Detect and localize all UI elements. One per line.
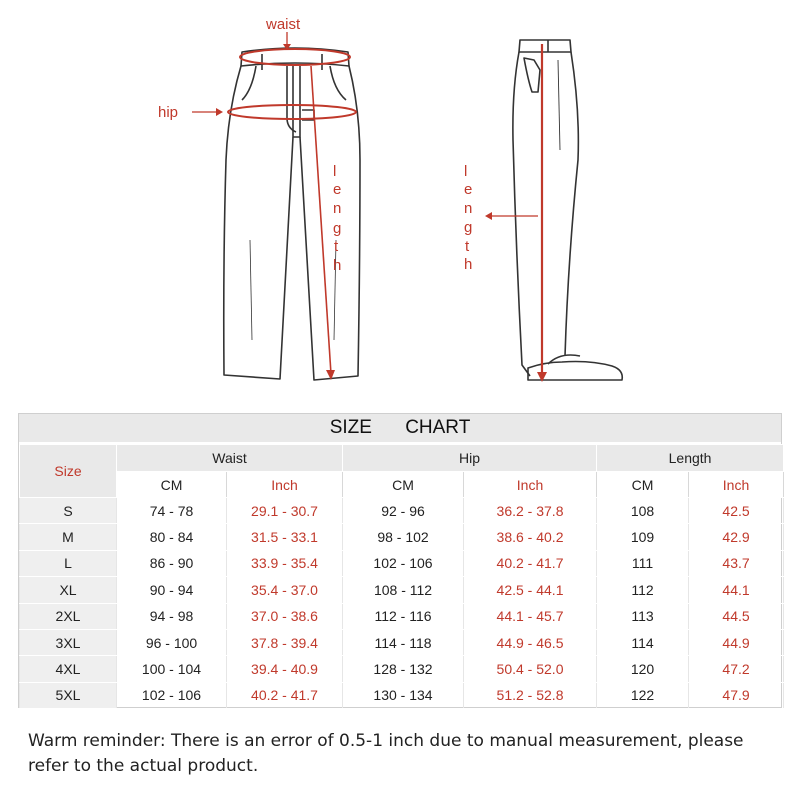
svg-text:g: g [464,219,473,236]
measurement-cell: 38.6 - 40.2 [464,524,597,550]
measurement-cell: 37.8 - 39.4 [227,629,343,655]
measurement-cell: 112 [597,577,689,603]
measurement-cell: 44.5 [689,603,784,629]
svg-text:h: h [464,256,473,273]
measurement-cell: 42.5 - 44.1 [464,577,597,603]
measurement-cell: 50.4 - 52.0 [464,656,597,682]
measurement-cell: 43.7 [689,550,784,576]
hip-marker [228,105,356,119]
unit-header: Inch [227,472,343,498]
unit-header: CM [597,472,689,498]
size-cell: L [20,550,117,576]
size-table [19,444,784,709]
size-cell: 4XL [20,656,117,682]
measurement-cell: 35.4 - 37.0 [227,577,343,603]
measurement-cell: 31.5 - 33.1 [227,524,343,550]
measurement-cell: 44.9 - 46.5 [464,629,597,655]
measurement-cell: 42.9 [689,524,784,550]
svg-text:e: e [333,181,342,198]
measurement-cell: 29.1 - 30.7 [227,498,343,524]
measurement-cell: 94 - 98 [117,603,227,629]
length-header: Length [597,445,784,472]
front-length-label [333,163,341,274]
measurement-cell: 96 - 100 [117,629,227,655]
size-cell: XL [20,577,117,603]
measurement-cell: 100 - 104 [117,656,227,682]
measurement-cell: 44.9 [689,629,784,655]
measurement-cell: 40.2 - 41.7 [464,550,597,576]
measurement-cell: 114 - 118 [343,629,464,655]
measurement-cell: 44.1 [689,577,784,603]
table-row [20,524,784,550]
measurement-cell: 40.2 - 41.7 [227,682,343,708]
table-row [20,656,784,682]
size-cell: M [20,524,117,550]
size-column-header: Size [20,445,117,498]
measurement-cell: 74 - 78 [117,498,227,524]
svg-text:n: n [333,200,342,217]
svg-text:l: l [333,163,337,180]
unit-header: Inch [464,472,597,498]
size-cell: 2XL [20,603,117,629]
measurement-cell: 112 - 116 [343,603,464,629]
measurement-cell: 80 - 84 [117,524,227,550]
measurement-cell: 122 [597,682,689,708]
measurement-cell: 108 - 112 [343,577,464,603]
hip-label: hip [158,104,179,121]
svg-text:h: h [333,257,342,274]
hip-header: Hip [343,445,597,472]
measurement-cell: 120 [597,656,689,682]
svg-text:l: l [464,163,468,180]
measurement-cell: 102 - 106 [117,682,227,708]
unit-header: Inch [689,472,784,498]
svg-text:t: t [465,238,470,255]
svg-text:e: e [464,181,473,198]
measurement-cell: 114 [597,629,689,655]
measurement-cell: 33.9 - 35.4 [227,550,343,576]
svg-text:t: t [334,238,339,255]
measurement-cell: 86 - 90 [117,550,227,576]
unit-header: CM [117,472,227,498]
measurement-cell: 47.9 [689,682,784,708]
measurement-cell: 92 - 96 [343,498,464,524]
chart-title: SIZE CHART [19,414,781,444]
table-row [20,603,784,629]
measurement-cell: 109 [597,524,689,550]
table-row [20,629,784,655]
unit-header: CM [343,472,464,498]
waist-label: waist [266,16,301,33]
measurement-cell: 113 [597,603,689,629]
size-chart [18,413,782,708]
front-length-marker [311,66,331,374]
measurement-cell: 102 - 106 [343,550,464,576]
measurement-cell: 98 - 102 [343,524,464,550]
measurement-cell: 39.4 - 40.9 [227,656,343,682]
size-cell: 5XL [20,682,117,708]
size-cell: 3XL [20,629,117,655]
svg-text:n: n [464,200,473,217]
measurement-cell: 37.0 - 38.6 [227,603,343,629]
measurement-cell: 130 - 134 [343,682,464,708]
measurement-cell: 36.2 - 37.8 [464,498,597,524]
table-row [20,550,784,576]
table-row [20,498,784,524]
table-row [20,682,784,708]
table-row [20,577,784,603]
svg-text:g: g [333,220,342,237]
warm-reminder-note: Warm reminder: There is an error of 0.5-1 inch due to manual measurement, please refer to the actual product. [28,731,744,776]
measurement-cell: 44.1 - 45.7 [464,603,597,629]
measurement-cell: 128 - 132 [343,656,464,682]
waist-header: Waist [117,445,343,472]
measurement-cell: 90 - 94 [117,577,227,603]
measurement-cell: 42.5 [689,498,784,524]
size-cell: S [20,498,117,524]
measurement-cell: 47.2 [689,656,784,682]
measurement-cell: 51.2 - 52.8 [464,682,597,708]
measurement-cell: 108 [597,498,689,524]
side-length-label [464,163,472,273]
measurement-cell: 111 [597,550,689,576]
side-trousers-icon [513,40,578,376]
